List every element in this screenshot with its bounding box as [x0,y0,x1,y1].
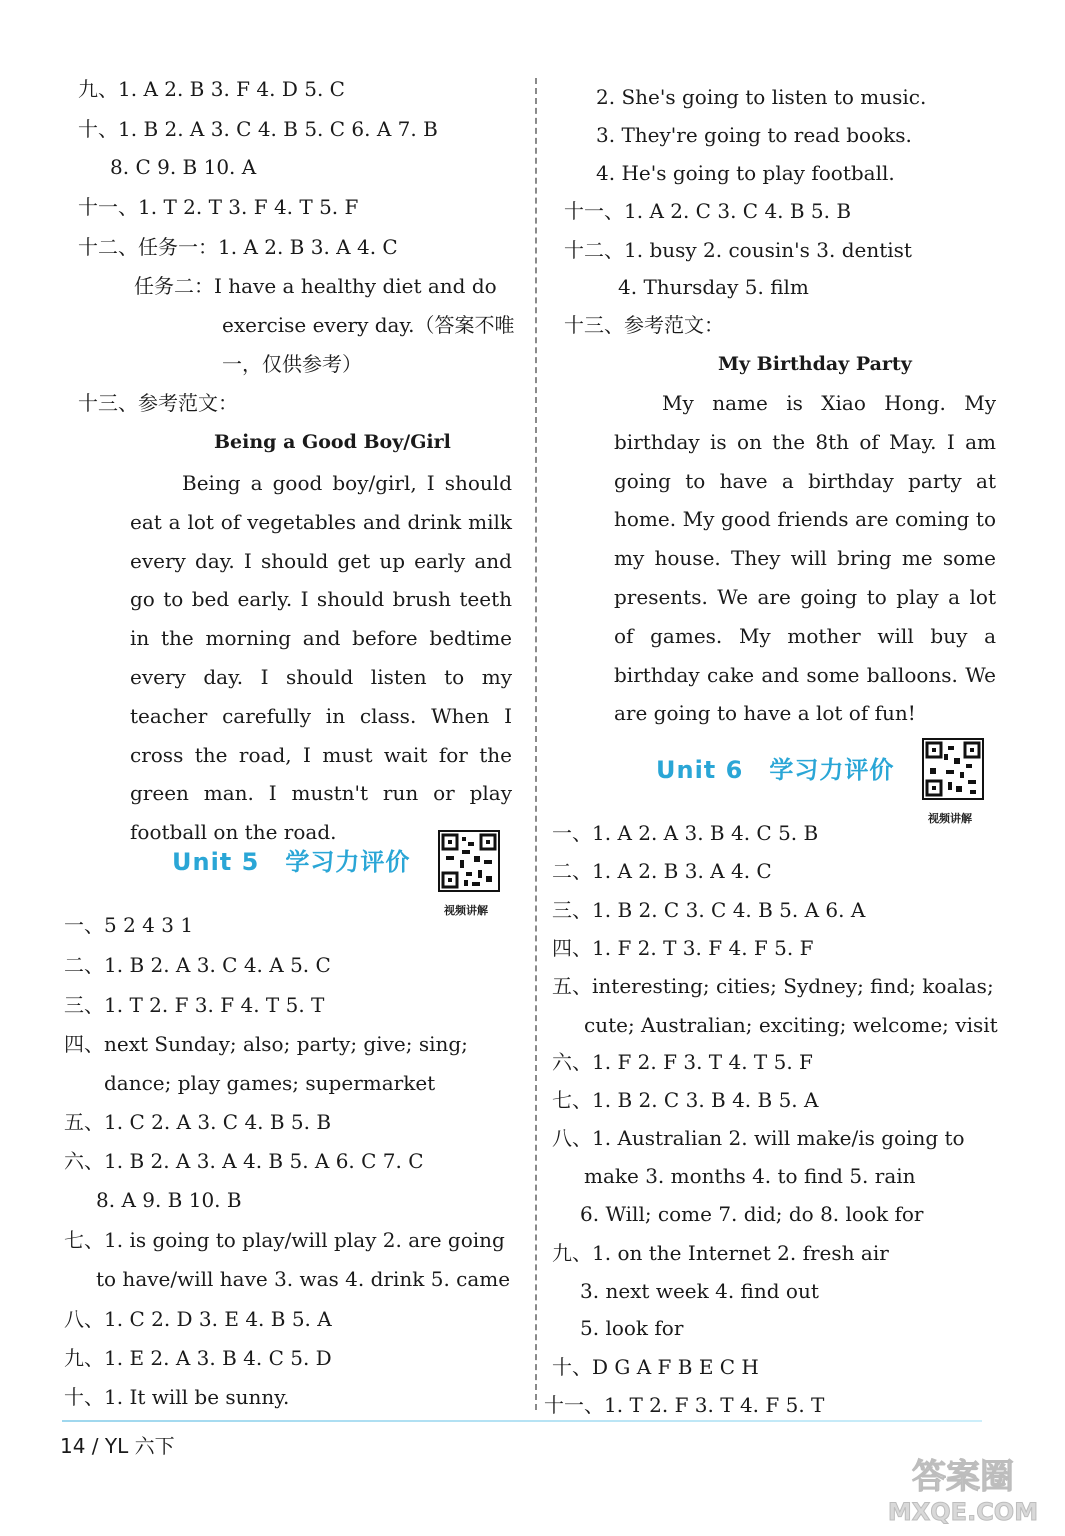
answer-line: 九、1. on the Internet 2. fresh air [552,1241,889,1265]
answer-line: 二、1. B 2. A 3. C 4. A 5. C [64,953,331,977]
answer-line: 十一、1. T 2. F 3. T 4. F 5. T [544,1393,825,1417]
unit-subtitle: 学习力评价 [285,848,411,876]
answer-line: 十一、1. T 2. T 3. F 4. T 5. F [78,195,359,219]
answer-line: 二、1. A 2. B 3. A 4. C [552,859,772,883]
answer-line: 8. C 9. B 10. A [110,155,257,179]
unit-title: Unit 6 [656,756,744,784]
answer-line: 任务二：I have a healthy diet and do [134,274,497,298]
answer-line: to have/will have 3. was 4. drink 5. came [96,1267,511,1291]
qr-code-icon [438,830,500,892]
answer-line: 3. next week 4. find out [580,1279,819,1303]
qr-code-icon [922,738,984,800]
answer-line: 八、1. C 2. D 3. E 4. B 5. A [64,1307,332,1331]
essay-body: Being a good boy/girl, I should eat a lot of vegetables and drink milk every day. I should get up early and go to bed early. I should brush teeth in the morning and before bedtime every day. I should listen to my teacher carefully in class. When I cross the road, I must wait for the green man. I mustn't run or play football on the road. [130,471,512,845]
essay-title: My Birthday Party [718,353,912,375]
answer-line: 五、interesting; cities; Sydney; find; koalas; [552,974,994,998]
answer-line: 六、1. F 2. F 3. T 4. T 5. F [552,1050,813,1074]
answer-line: 4. He's going to play football. [596,161,895,185]
answer-line: 十二、任务一：1. A 2. B 3. A 4. C [78,235,398,259]
answer-line: 十、1. B 2. A 3. C 4. B 5. C 6. A 7. B [78,117,438,141]
answer-line: 一、1. A 2. A 3. B 4. C 5. B [552,821,819,845]
essay-title: Being a Good Boy/Girl [214,431,451,453]
column-divider [535,78,537,1410]
footer-rule [62,1420,982,1422]
answer-line: 七、1. B 2. C 3. B 4. B 5. A [552,1088,819,1112]
answer-line: 七、1. is going to play/will play 2. are going [64,1228,505,1252]
answer-line: dance; play games; supermarket [104,1071,436,1095]
answer-line: 十二、1. busy 2. cousin's 3. dentist [564,238,912,262]
page-footer: 14 / YL 六下 [60,1434,175,1458]
answer-line: 九、1. E 2. A 3. B 4. C 5. D [64,1346,332,1370]
answer-line: 一、5 2 4 3 1 [64,913,194,937]
answer-line: 十、D G A F B E C H [552,1355,759,1379]
answer-line: 4. Thursday 5. film [618,275,809,299]
watermark-logo [873,1448,1053,1528]
answer-line: exercise every day.（答案不唯 [222,313,515,337]
answer-line: 九、1. A 2. B 3. F 4. D 5. C [78,77,345,101]
answer-line: 8. A 9. B 10. B [96,1188,242,1212]
unit-heading [656,750,894,785]
answer-line: 五、1. C 2. A 3. C 4. B 5. B [64,1110,332,1134]
answer-line: 四、next Sunday; also; party; give; sing; [64,1032,468,1056]
answer-line: 三、1. T 2. F 3. F 4. T 5. T [64,993,325,1017]
answer-line: 十三、参考范文： [564,313,724,337]
answer-line: 2. She's going to listen to music. [596,85,927,109]
answer-line: 六、1. B 2. A 3. A 4. B 5. A 6. C 7. C [64,1149,424,1173]
answer-line: make 3. months 4. to find 5. rain [584,1164,916,1188]
qr-caption: 视频讲解 [444,904,488,917]
answer-line: 三、1. B 2. C 3. C 4. B 5. A 6. A [552,898,866,922]
essay-body: My name is Xiao Hong. My birthday is on the 8th of May. I am going to have a birthday party at home. My good friends are coming to my house. They will bring me some presents. We are going to play a lot of games. My mother will buy a birthday cake and some balloons. We are going to have a lot of fun! [614,391,996,726]
qr-caption: 视频讲解 [928,812,972,825]
answer-line: 6. Will; come 7. did; do 8. look for [580,1202,924,1226]
svg-text:答案圈: 答案圈 [912,1457,1014,1497]
answer-line: 十、1. It will be sunny. [64,1385,290,1409]
unit-heading [172,842,410,877]
answer-line: 十一、1. A 2. C 3. C 4. B 5. B [564,199,852,223]
answer-line: cute; Australian; exciting; welcome; visit [584,1013,998,1037]
answer-line: 四、1. F 2. T 3. F 4. F 5. F [552,936,814,960]
answer-line: 一，仅供参考） [222,352,362,376]
answer-line: 八、1. Australian 2. will make/is going to [552,1126,965,1150]
unit-title: Unit 5 [172,848,260,876]
unit-subtitle: 学习力评价 [769,756,895,784]
svg-text:MXQE.COM: MXQE.COM [887,1498,1039,1526]
answer-line: 十三、参考范文： [78,391,238,415]
answer-line: 3. They're going to read books. [596,123,912,147]
answer-line: 5. look for [580,1316,684,1340]
